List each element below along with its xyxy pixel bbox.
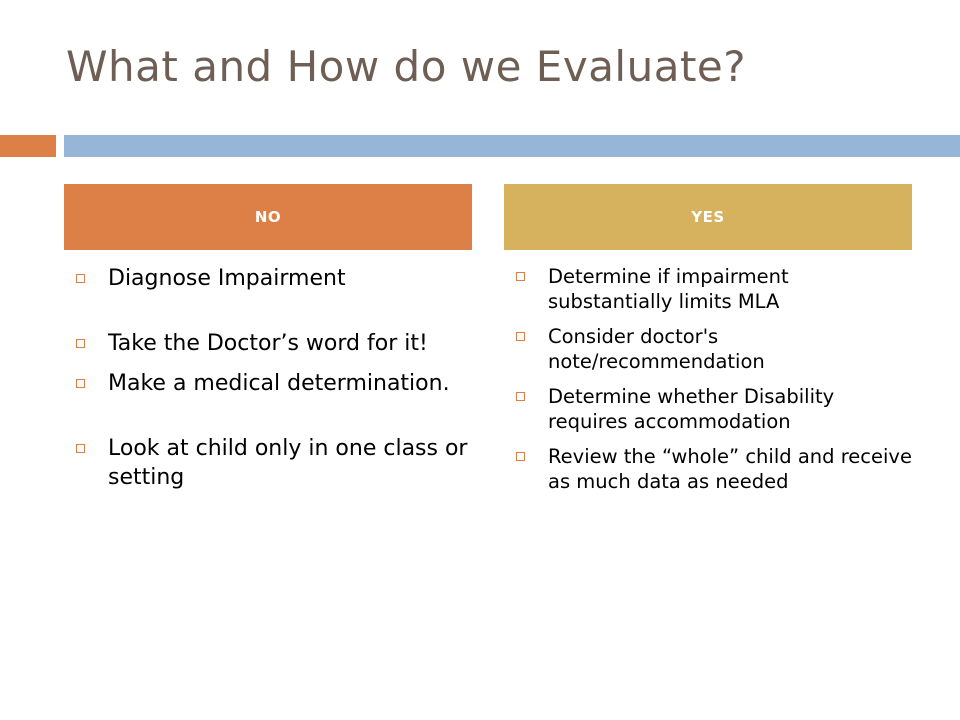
- no-column-header: [64, 184, 472, 250]
- square-bullet-icon: [516, 392, 525, 401]
- no-column-header-label: NO: [254, 208, 282, 226]
- yes-column-header-label: YES: [691, 208, 725, 226]
- list-item: [76, 329, 472, 358]
- list-item-text: Determine if impairment substantially limits MLA: [548, 265, 789, 313]
- list-item-text: Take the Doctor’s word for it!: [108, 331, 428, 356]
- square-bullet-icon: [76, 339, 85, 348]
- square-bullet-icon: [516, 272, 525, 281]
- list-item-text: Look at child only in one class or setting: [108, 436, 468, 490]
- square-bullet-icon: [76, 274, 85, 283]
- list-item-text: Review the “whole” child and receive as much data as needed: [548, 445, 912, 493]
- list-item-text: Make a medical determination.: [108, 371, 450, 396]
- list-item: [76, 434, 472, 492]
- list-item-text: Consider doctor's note/recommendation: [548, 325, 765, 373]
- list-item: [76, 264, 472, 293]
- list-item-text: Diagnose Impairment: [108, 266, 346, 291]
- square-bullet-icon: [516, 332, 525, 341]
- list-item-text: Determine whether Disability requires accommodation: [548, 385, 835, 433]
- list-item: [516, 444, 912, 494]
- no-list: [76, 264, 472, 503]
- yes-list: [516, 264, 912, 504]
- yes-column-header: [504, 184, 912, 250]
- square-bullet-icon: [516, 452, 525, 461]
- list-item: [516, 264, 912, 314]
- accent-bar-blue: [64, 135, 960, 157]
- square-bullet-icon: [76, 379, 85, 388]
- slide-title: What and How do we Evaluate?: [66, 42, 747, 91]
- list-item: [516, 384, 912, 434]
- list-item: [76, 369, 472, 398]
- accent-bar-orange: [0, 135, 56, 157]
- list-item: [516, 324, 912, 374]
- square-bullet-icon: [76, 444, 85, 453]
